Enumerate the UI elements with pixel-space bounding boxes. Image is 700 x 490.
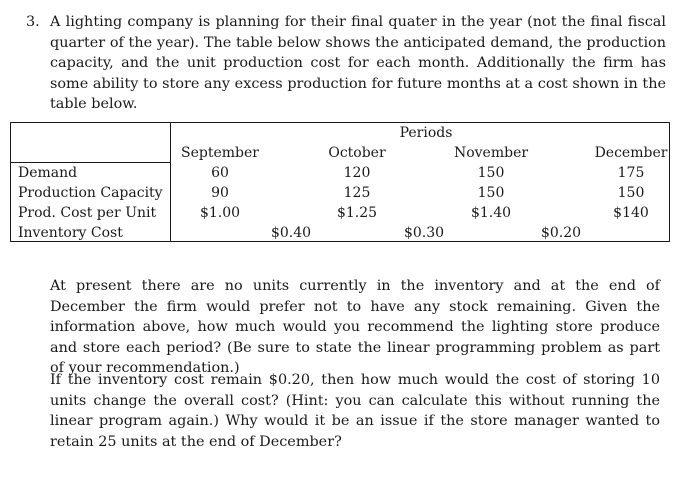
month-november: November [453, 145, 529, 161]
row-label-capacity: Production Capacity [18, 185, 163, 201]
table-cell: $1.00 [199, 205, 241, 221]
row-label-demand: Demand [18, 165, 78, 181]
table-cell: 60 [211, 165, 229, 181]
table-cell: $140 [613, 205, 649, 221]
month-september: September [181, 145, 259, 161]
table-cell: $0.20 [540, 225, 582, 241]
table-cell: 120 [343, 165, 371, 181]
table-cell: $1.40 [470, 205, 512, 221]
table-divider [11, 162, 170, 163]
table-cell: 150 [477, 185, 505, 201]
question-intro-text: A lighting company is planning for their final quater in the year (not the final fiscal quarter of the year). The table below shows the anticipated demand, the production capacity, and the unit production cost for each month. Additionally the firm has some ability to store any excess production for future months at a cost shown in the table below. [50, 14, 666, 112]
table-cell: 90 [211, 185, 229, 201]
table-cell: 150 [477, 165, 505, 181]
table-divider [170, 123, 171, 241]
table-cell: 175 [617, 165, 645, 181]
month-october: October [328, 145, 386, 161]
table-cell: $1.25 [336, 205, 378, 221]
periods-header: Periods [399, 125, 453, 141]
table-cell: 150 [617, 185, 645, 201]
month-december: December [594, 145, 668, 161]
question-intro [26, 12, 666, 115]
row-label-cost: Prod. Cost per Unit [18, 205, 157, 221]
table-cell: 125 [343, 185, 371, 201]
table-cell: $0.40 [270, 225, 312, 241]
table-cell: $0.30 [403, 225, 445, 241]
paragraph-present-inventory: At present there are no units currently in the inventory and at the end of December the firm would prefer not to have any stock remaining. Given the information above, how much would you recommend the lighting store produce and store each period? (Be sure to state the linear programming problem as part of your recommendation.) [50, 278, 660, 376]
question-number: 3. [26, 14, 40, 30]
paragraph-storage-cost: If the inventory cost remain $0.20, then how much would the cost of storing 10 units change the overall cost? (Hint: you can calculate this without running the linear program again.) Why would it be an issue if the store manager wanted to retain 25 units at the end of December? [50, 372, 660, 450]
row-label-inventory: Inventory Cost [18, 225, 123, 241]
data-table [10, 122, 670, 242]
